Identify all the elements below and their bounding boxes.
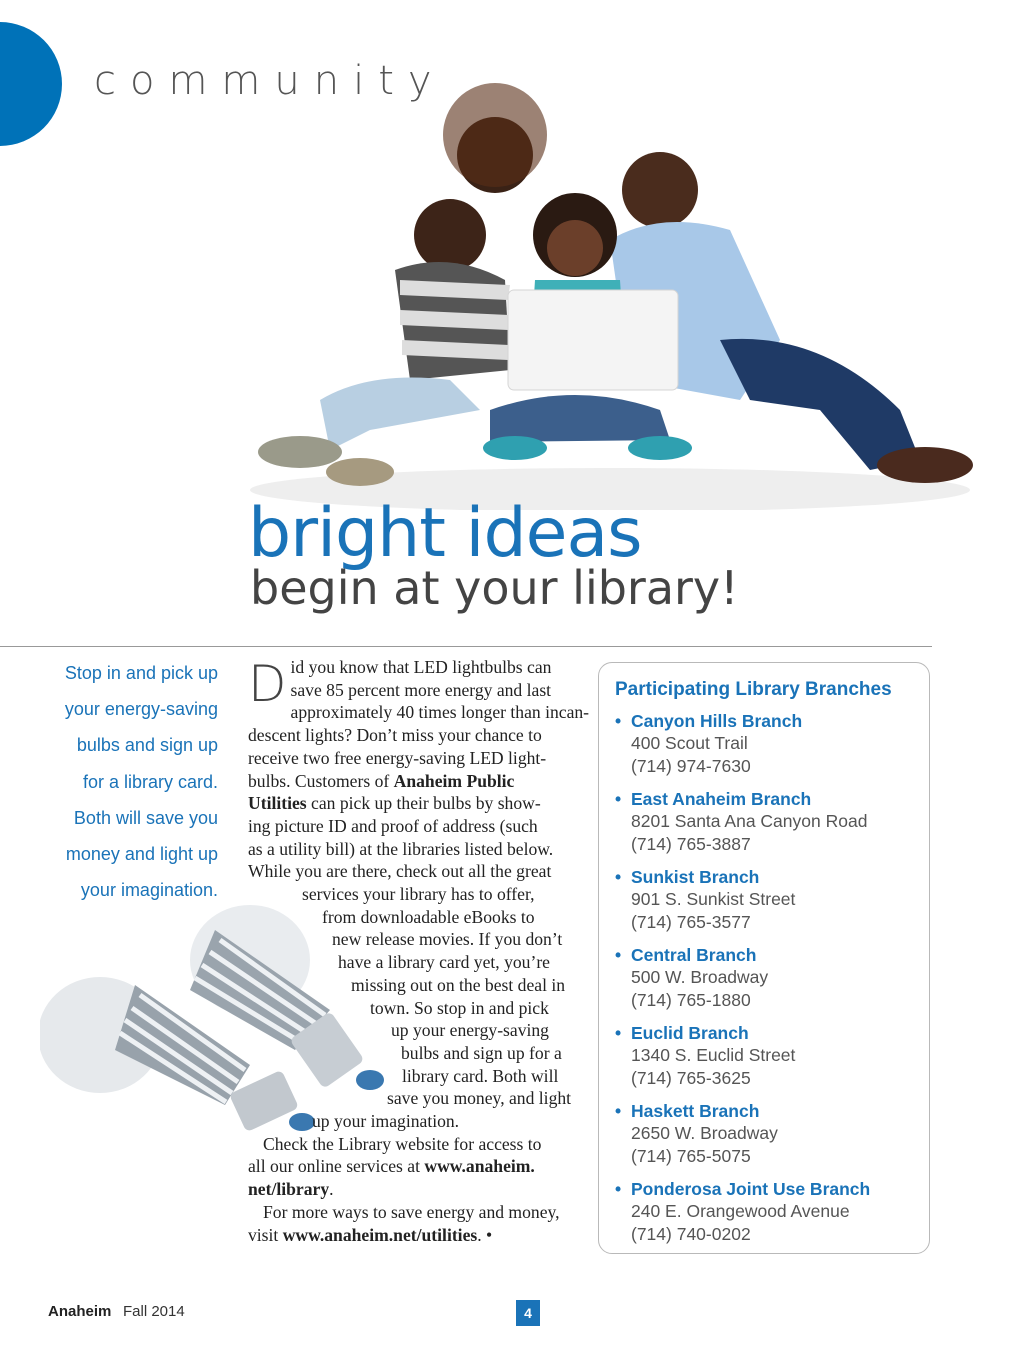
branch-item xyxy=(615,1100,913,1168)
bullet-dot-icon: • xyxy=(615,867,622,887)
article-line xyxy=(248,792,580,815)
article-text: visit xyxy=(248,1224,283,1245)
branch-name-row xyxy=(615,1022,913,1044)
article-line: up your imagination. xyxy=(312,1111,460,1132)
article-line: id you know that LED lightbulbs can xyxy=(290,657,552,677)
bullet-dot-icon: • xyxy=(615,945,622,965)
branch-name: Euclid Branch xyxy=(631,1023,749,1043)
bullet-dot-icon: • xyxy=(615,1179,622,1199)
article-line xyxy=(248,1224,580,1247)
article-line: save you money, and light xyxy=(387,1088,572,1109)
branch-phone: (714) 765-3577 xyxy=(631,912,751,932)
pull-quote-line: Both will save you xyxy=(73,807,218,828)
headline-subtitle: begin at your library! xyxy=(250,561,739,615)
bullet-dot-icon: • xyxy=(615,1023,622,1043)
branch-name: East Anaheim Branch xyxy=(631,789,812,809)
article-line xyxy=(248,770,580,793)
branch-address: 500 W. Broadway xyxy=(631,967,769,987)
pull-quote-line: your imagination. xyxy=(80,880,218,901)
branch-name-row xyxy=(615,866,913,888)
branch-address: 1340 S. Euclid Street xyxy=(631,1045,796,1065)
branch-name-row xyxy=(615,788,913,810)
footer-issue: Fall 2014 xyxy=(123,1303,185,1320)
branch-item xyxy=(615,788,913,856)
article-line: Check the Library website for access to xyxy=(263,1133,542,1154)
article-line: library card. Both will xyxy=(402,1065,559,1086)
article-line: save 85 percent more energy and last xyxy=(290,679,552,700)
bullet-dot-icon: • xyxy=(615,789,622,809)
article-line: descent lights? Don’t miss your chance to xyxy=(248,725,542,746)
article-line: from downloadable eBooks to xyxy=(322,906,535,927)
branch-name: Haskett Branch xyxy=(631,1101,760,1121)
bullet-dot-icon: • xyxy=(615,1101,622,1121)
pull-quote-line: money and light up xyxy=(65,844,218,865)
branch-name: Canyon Hills Branch xyxy=(631,711,803,731)
branch-item xyxy=(615,944,913,1012)
article-line: bulbs and sign up for a xyxy=(401,1042,562,1063)
article-line: missing out on the best deal in xyxy=(351,974,566,995)
bullet-dot-icon: • xyxy=(615,711,622,731)
branches-title: Participating Library Branches xyxy=(615,679,892,700)
article-line: ing picture ID and proof of address (such xyxy=(248,815,538,836)
branch-item xyxy=(615,710,913,778)
article-line xyxy=(248,1155,580,1178)
article-line: For more ways to save energy and money, xyxy=(263,1201,560,1222)
branch-name: Ponderosa Joint Use Branch xyxy=(631,1179,871,1199)
branch-name-row xyxy=(615,944,913,966)
article-line: town. So stop in and pick xyxy=(370,997,549,1018)
branch-name-row xyxy=(615,710,913,732)
utilities-link[interactable]: www.anaheim.net/utilities xyxy=(282,1224,478,1245)
article-line: services your library has to offer, xyxy=(302,884,535,905)
branch-address: 2650 W. Broadway xyxy=(631,1123,778,1143)
divider xyxy=(0,646,932,647)
article-line: have a library card yet, you’re xyxy=(338,952,550,973)
library-link[interactable]: net/library xyxy=(248,1179,330,1200)
branch-phone: (714) 765-3887 xyxy=(631,834,751,854)
article-line: new release movies. If you don’t xyxy=(332,929,563,950)
section-tab xyxy=(0,22,62,146)
branch-item xyxy=(615,866,913,934)
article-text: . xyxy=(329,1179,334,1200)
pull-quote-line: for a library card. xyxy=(82,771,218,792)
family-photo xyxy=(220,80,980,510)
article-text: . • xyxy=(477,1224,493,1245)
pull-quote-line: bulbs and sign up xyxy=(76,735,218,756)
pull-quote-line: Stop in and pick up xyxy=(64,663,218,683)
article-body xyxy=(248,655,590,1246)
branch-item xyxy=(615,1178,913,1246)
branch-phone: (714) 765-3625 xyxy=(631,1068,751,1088)
utility-name: Utilities xyxy=(248,793,307,814)
pull-quote xyxy=(30,655,218,908)
branches-box xyxy=(598,662,930,1254)
branch-address: 400 Scout Trail xyxy=(631,733,748,753)
branch-phone: (714) 740-0202 xyxy=(631,1224,751,1244)
branch-address: 240 E. Orangewood Avenue xyxy=(631,1201,850,1221)
article-line: as a utility bill) at the libraries listed below. xyxy=(248,838,554,859)
utility-name: Anaheim Public xyxy=(393,770,515,791)
pull-quote-line: your energy-saving xyxy=(64,699,218,720)
drop-cap: D xyxy=(248,655,287,713)
branch-name-row xyxy=(615,1100,913,1122)
article-line: receive two free energy-saving LED light- xyxy=(248,747,547,768)
article-line xyxy=(248,1178,580,1201)
article-text: all our online services at xyxy=(248,1156,425,1177)
page-number: 4 xyxy=(516,1300,540,1326)
branch-name-row xyxy=(615,1178,913,1200)
branch-item xyxy=(615,1022,913,1090)
branch-address: 8201 Santa Ana Canyon Road xyxy=(631,811,868,831)
branch-name: Central Branch xyxy=(631,945,757,965)
headline-title: bright ideas xyxy=(248,494,642,573)
branch-name: Sunkist Branch xyxy=(631,867,760,887)
branch-phone: (714) 765-1880 xyxy=(631,990,751,1010)
branch-phone: (714) 765-5075 xyxy=(631,1146,751,1166)
article-line: up your energy-saving xyxy=(391,1020,549,1041)
article-text: bulbs. Customers of xyxy=(248,770,394,791)
article-line: While you are there, check out all the great xyxy=(248,861,552,882)
article-line: approximately 40 times longer than incan- xyxy=(290,702,590,723)
branch-address: 901 S. Sunkist Street xyxy=(631,889,796,909)
section-label: community xyxy=(94,58,446,104)
article-text: can pick up their bulbs by show- xyxy=(306,793,541,814)
branch-phone: (714) 974-7630 xyxy=(631,756,751,776)
library-link[interactable]: www.anaheim. xyxy=(424,1156,535,1177)
footer-magazine: Anaheim xyxy=(48,1303,112,1320)
